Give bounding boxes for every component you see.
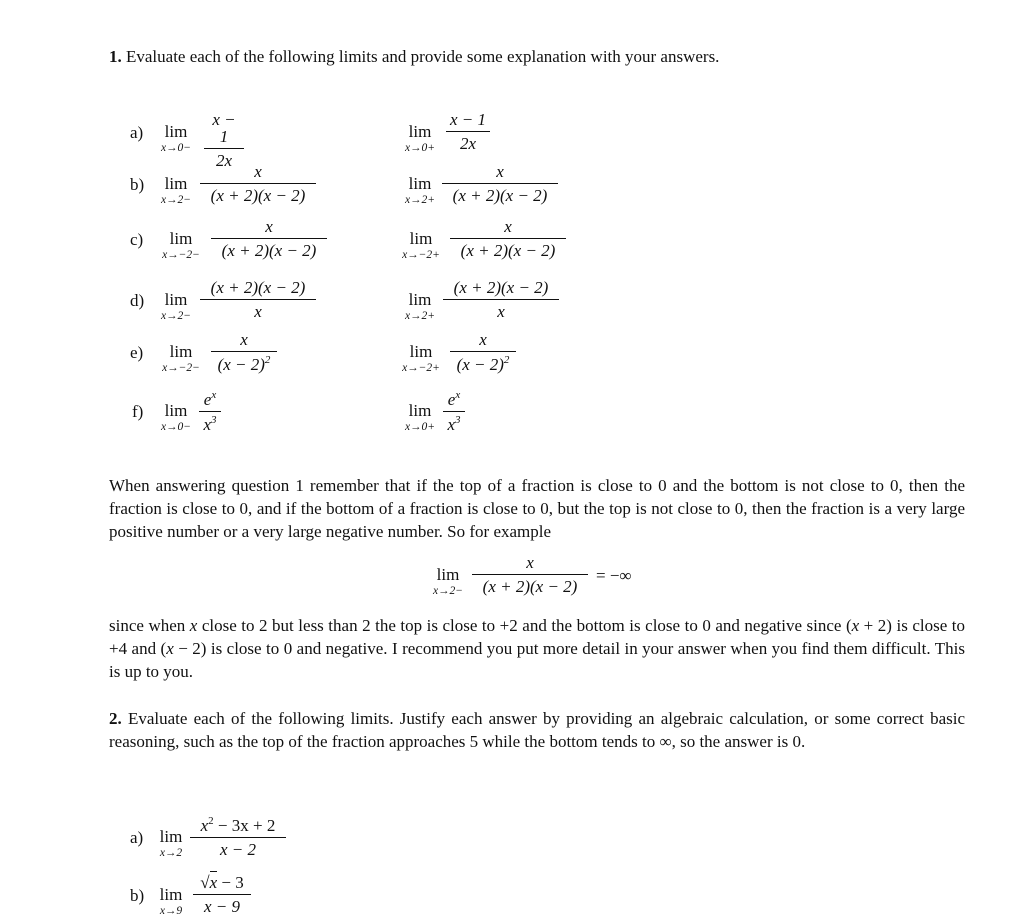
lim-subscript: x→−2−	[162, 249, 200, 261]
q1-label-f: f)	[132, 402, 144, 421]
q1-prompt: Evaluate each of the following limits and provide some explanation with your answers.	[126, 47, 720, 66]
q1f-left-limit	[154, 402, 198, 434]
numerator: x	[479, 330, 487, 349]
denominator	[450, 352, 516, 373]
since-var-3: x	[166, 639, 174, 658]
denominator: (x + 2)(x − 2)	[210, 186, 306, 205]
q1-heading	[109, 47, 719, 67]
lim-word: lim	[409, 229, 433, 248]
denominator-exponent: 3	[211, 414, 217, 426]
since-text-3: + 2) is close to +4 and (	[109, 616, 965, 658]
sqrt-radicand: x	[209, 873, 218, 892]
lim-subscript: x→0−	[160, 142, 192, 154]
example-fraction	[472, 554, 588, 595]
lim-subscript: x→2−	[432, 585, 464, 597]
lim-word: lim	[164, 122, 188, 141]
q1b-left-limit	[154, 175, 198, 207]
lim-word: lim	[436, 565, 460, 584]
q2-label-b: b)	[130, 886, 145, 905]
q1a-right-limit	[398, 123, 442, 155]
numerator-base: x	[200, 816, 209, 835]
numerator	[193, 874, 251, 894]
since-text-4: − 2) is close to 0 and negative. I recommend you put more detail in your answer when you find them difficult. This is up to you.	[109, 639, 965, 681]
denominator: x	[497, 302, 505, 321]
q1-label-a: a)	[130, 123, 144, 142]
lim-subscript: x→2+	[404, 310, 436, 322]
lim-word: lim	[169, 229, 193, 248]
denominator-base: x	[203, 415, 212, 434]
lim-word: lim	[408, 174, 432, 193]
denominator: 2x	[459, 134, 477, 153]
q2b-limit	[154, 886, 188, 918]
since-var-1: x	[189, 616, 198, 635]
denominator	[443, 412, 465, 433]
denominator-base: (x − 2)	[217, 355, 265, 374]
denominator: x	[254, 302, 262, 321]
lim-subscript: x→0+	[404, 421, 436, 433]
q1d-right-limit	[398, 291, 442, 323]
numerator: x	[265, 217, 273, 236]
q1f-right-fraction	[443, 390, 465, 433]
q2b-fraction	[193, 874, 251, 915]
q1e-right-fraction	[450, 331, 516, 373]
q2-number: 2.	[109, 709, 122, 728]
q1d-left-limit	[154, 291, 198, 323]
q1a-left-fraction	[204, 111, 244, 169]
denominator: (x + 2)(x − 2)	[460, 241, 556, 260]
lim-subscript: x→2−	[160, 194, 192, 206]
q2-prompt: Evaluate each of the following limits. Justify each answer by providing an algebraic calculation, or some correct basic reasoning, such as the top of the fraction approaches 5 while the bottom tends to ∞, so the answer is 0.	[109, 709, 965, 751]
denominator-exponent: 2	[503, 354, 510, 366]
denominator: (x + 2)(x − 2)	[482, 577, 578, 596]
q1e-left-limit	[154, 343, 208, 375]
numerator: x	[526, 553, 534, 572]
numerator	[190, 816, 286, 837]
lim-subscript: x→2−	[160, 310, 192, 322]
numerator	[443, 390, 465, 411]
numerator-base: e	[203, 390, 212, 409]
lim-subscript: x→0+	[404, 142, 436, 154]
numerator	[199, 390, 221, 411]
lim-word: lim	[169, 342, 193, 361]
lim-subscript: x→2	[159, 847, 183, 859]
lim-subscript: x→−2+	[402, 362, 440, 374]
numerator: x − 1	[212, 110, 236, 146]
numerator: x	[254, 162, 262, 181]
since-text-1: since when	[109, 616, 190, 635]
lim-subscript: x→9	[159, 905, 183, 917]
q1c-right-fraction	[450, 218, 566, 259]
denominator	[211, 352, 277, 373]
q1-label-e: e)	[130, 343, 144, 362]
numerator-exponent: x	[455, 389, 461, 401]
q1b-right-limit	[398, 175, 442, 207]
q1d-left-fraction	[200, 279, 316, 320]
since-paragraph	[109, 614, 965, 683]
q2a-fraction	[190, 816, 286, 858]
q2-label-a: a)	[130, 828, 144, 847]
lim-subscript: x→2+	[404, 194, 436, 206]
denominator-exponent: 3	[455, 414, 461, 426]
q2-heading	[109, 707, 965, 753]
example-limit	[426, 566, 470, 598]
sqrt-symbol: √	[200, 873, 210, 892]
lim-word: lim	[409, 342, 433, 361]
denominator: x − 2	[219, 840, 257, 859]
q1f-left-fraction	[199, 390, 221, 433]
q1-label-c: c)	[130, 230, 144, 249]
lim-word: lim	[408, 122, 432, 141]
q1c-left-fraction	[211, 218, 327, 259]
lim-subscript: x→−2−	[162, 362, 200, 374]
q1-label-b: b)	[130, 175, 145, 194]
q1d-right-fraction	[443, 279, 559, 320]
numerator: x − 1	[449, 110, 487, 129]
lim-subscript: x→−2+	[402, 249, 440, 261]
numerator-rest: − 3x + 2	[213, 816, 276, 835]
q1f-right-limit	[398, 402, 442, 434]
q1a-right-fraction	[446, 111, 490, 152]
numerator: (x + 2)(x − 2)	[210, 278, 306, 297]
q1e-right-limit	[394, 343, 448, 375]
denominator: 2x	[215, 151, 233, 170]
lim-word: lim	[159, 827, 183, 846]
since-var-2: x	[851, 616, 860, 635]
q1b-right-fraction	[442, 163, 558, 204]
denominator-base: (x − 2)	[456, 355, 504, 374]
denominator-base: x	[447, 415, 456, 434]
note-paragraph: When answering question 1 remember that if the top of a fraction is close to 0 and the bottom is not close to 0, then the fraction is close to 0, and if the bottom of a fraction is close to 0, but the top is not close to 0, then the fraction is a very large positive number or a very large negative number. So for example	[109, 476, 965, 541]
lim-word: lim	[164, 401, 188, 420]
denominator	[199, 412, 221, 433]
numerator: x	[504, 217, 512, 236]
lim-subscript: x→0−	[160, 421, 192, 433]
denominator: x − 9	[203, 897, 241, 916]
q1c-right-limit	[394, 230, 448, 262]
q2a-limit	[154, 828, 188, 860]
denominator: (x + 2)(x − 2)	[452, 186, 548, 205]
numerator: x	[496, 162, 504, 181]
lim-word: lim	[408, 401, 432, 420]
numerator-rest: − 3	[217, 873, 244, 892]
numerator-base: e	[447, 390, 456, 409]
example-result: = −∞	[596, 566, 632, 585]
lim-word: lim	[408, 290, 432, 309]
numerator-exponent: 2	[208, 815, 214, 827]
q1e-left-fraction	[211, 331, 277, 373]
q1a-left-limit	[154, 123, 198, 155]
numerator-exponent: x	[211, 389, 217, 401]
lim-word: lim	[159, 885, 183, 904]
q1c-left-limit	[154, 230, 208, 262]
denominator: (x + 2)(x − 2)	[221, 241, 317, 260]
q1b-left-fraction	[200, 163, 316, 204]
q1-number: 1.	[109, 47, 122, 66]
lim-word: lim	[164, 174, 188, 193]
since-text-2: close to 2 but less than 2 the top is close to +2 and the bottom is close to 0 and negative since (	[197, 616, 852, 635]
lim-word: lim	[164, 290, 188, 309]
numerator: x	[240, 330, 248, 349]
denominator-exponent: 2	[264, 354, 271, 366]
numerator: (x + 2)(x − 2)	[453, 278, 549, 297]
q1-label-d: d)	[130, 291, 145, 310]
